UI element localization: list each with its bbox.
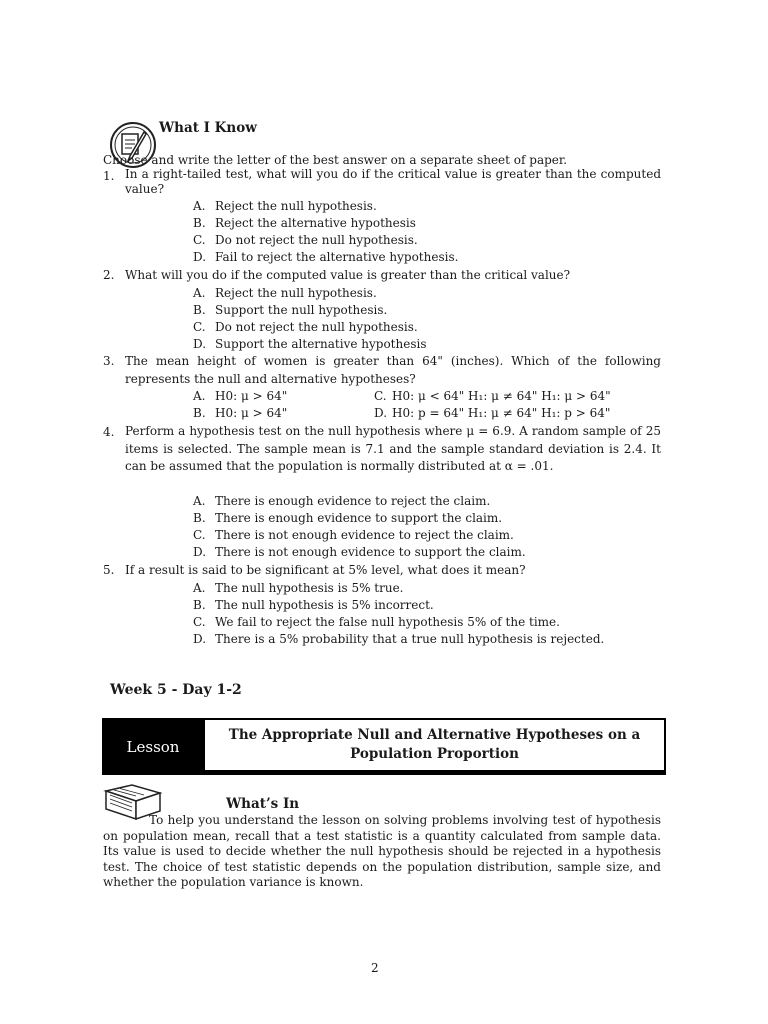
q5-option-a: A. The null hypothesis is 5% true. — [193, 581, 404, 595]
lesson-title: The Appropriate Null and Alternative Hypotheses on a Population Proportion — [202, 720, 664, 773]
question-3-text: The mean height of women is greater than 64" (inches). Which of the following represents the null and alternative hypotheses? — [125, 354, 661, 386]
question-1-number: 1. — [103, 169, 115, 183]
question-4-number: 4. — [103, 425, 115, 439]
q3-option-b: B. H0: μ > 64" — [193, 406, 288, 420]
q3-option-a: A. H0: μ > 64" — [193, 389, 288, 403]
q1-option-a: A. Reject the null hypothesis. — [193, 199, 377, 213]
lesson-banner — [102, 718, 666, 775]
q1-option-b: B. Reject the alternative hypothesis — [193, 216, 416, 230]
q2-option-a: A. Reject the null hypothesis. — [193, 286, 377, 300]
q4-option-b: B. There is enough evidence to support the claim. — [193, 511, 503, 525]
whats-in-heading: What’s In — [226, 796, 300, 812]
q4-option-d: D. There is not enough evidence to support the claim. — [193, 545, 526, 559]
q4-option-a: A. There is enough evidence to reject the claim. — [193, 494, 491, 508]
question-2-number: 2. — [103, 268, 115, 282]
q2-option-c: C. Do not reject the null hypothesis. — [193, 320, 418, 334]
q5-option-b: B. The null hypothesis is 5% incorrect. — [193, 598, 434, 612]
question-1-text: In a right-tailed test, what will you do if the critical value is greater than the computed value? — [125, 167, 661, 196]
q3-option-d: D. H0: p = 64" H₁: μ ≠ 64" H₁: p > 64" — [374, 406, 611, 420]
question-5-number: 5. — [103, 563, 115, 577]
q2-option-d: D. Support the alternative hypothesis — [193, 337, 427, 351]
q3-option-c: C. H0: μ < 64" H₁: μ ≠ 64" H₁: μ > 64" — [374, 389, 611, 403]
question-4-text: Perform a hypothesis test on the null hypothesis where μ = 6.9. A random sample of 25 items is selected. The sample mean is 7.1 and the sample standard deviation is 2.4. It can be assumed that the population is normally distributed at α = .01. — [125, 424, 661, 473]
q4-option-c: C. There is not enough evidence to reject the claim. — [193, 528, 514, 542]
q2-option-b: B. Support the null hypothesis. — [193, 303, 388, 317]
whats-in-paragraph: To help you understand the lesson on solving problems involving test of hypothesis on population mean, recall that a test statistic is a quantity calculated from sample data. Its value is used to decide whether the null hypothesis should be rejected in a hypothesis test. The choice of test statistic depends on the population distribution, sample size, and whether the population variance is known. — [103, 813, 661, 889]
question-2-text: What will you do if the computed value is greater than the critical value? — [125, 268, 571, 282]
lesson-label: Lesson — [104, 720, 202, 773]
what-i-know-heading: What I Know — [159, 120, 257, 136]
week-heading: Week 5 - Day 1-2 — [110, 682, 242, 698]
q1-option-d: D. Fail to reject the alternative hypothesis. — [193, 250, 459, 264]
q5-option-d: D. There is a 5% probability that a true null hypothesis is rejected. — [193, 632, 605, 646]
page-number: 2 — [371, 961, 379, 975]
q5-option-c: C. We fail to reject the false null hypothesis 5% of the time. — [193, 615, 560, 629]
question-5-text: If a result is said to be significant at 5% level, what does it mean? — [125, 563, 526, 577]
instruction-text: Choose and write the letter of the best answer on a separate sheet of paper. — [103, 153, 568, 167]
q1-option-c: C. Do not reject the null hypothesis. — [193, 233, 418, 247]
question-3-number: 3. — [103, 354, 115, 368]
